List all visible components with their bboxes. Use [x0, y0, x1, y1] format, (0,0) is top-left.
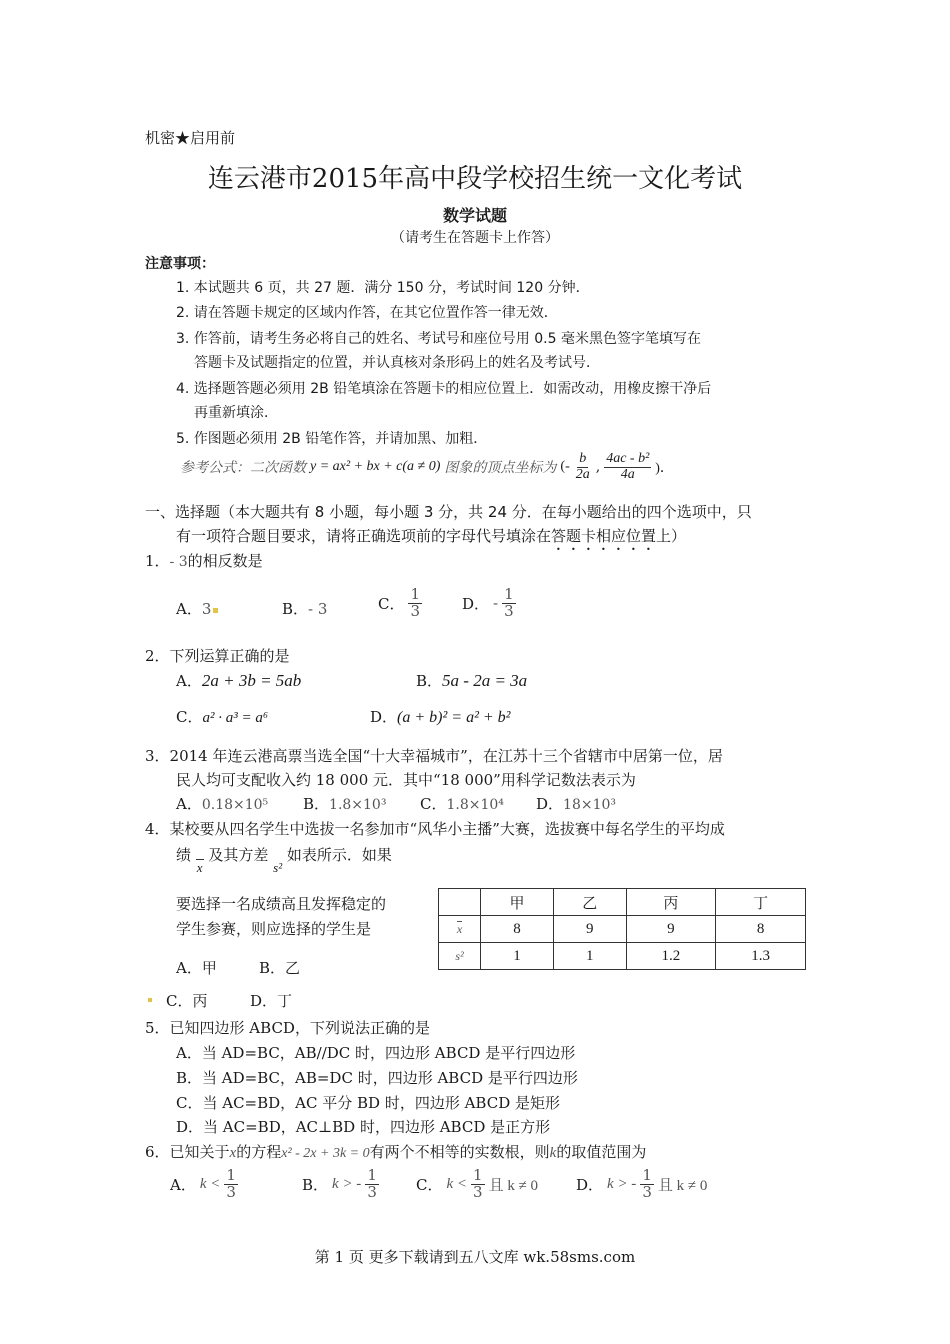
option-letter: C．	[420, 795, 447, 813]
option-letter: B．	[282, 600, 309, 618]
answer-note: （请考生在答题卡上作答）	[391, 230, 559, 246]
notice-item-5: 5. 作图题必须用 2B 铅笔作答，并请加黑、加粗．	[176, 431, 488, 447]
option-value: - 3	[308, 600, 328, 618]
q3-option-c	[420, 793, 504, 814]
q6-option-c	[416, 1168, 538, 1201]
q4-line2	[176, 844, 392, 875]
q6-stem	[145, 1141, 646, 1162]
fraction-denominator: 3	[504, 601, 514, 620]
fraction-denominator: 3	[226, 1182, 236, 1201]
table-row	[439, 916, 806, 943]
option-value: 18×10³	[563, 797, 617, 813]
q3-line1: 3．2014 年连云港高票当选全国“十大幸福城市”，在江苏十三个省辖市中居第一位，居	[145, 747, 723, 765]
q1-stem	[145, 550, 263, 571]
option-letter: C．	[416, 1175, 443, 1194]
q2-option-b	[416, 670, 527, 691]
reference-formula	[180, 452, 674, 482]
q4-option-d: D．丁	[250, 992, 293, 1010]
option-value: 0.18×10⁵	[201, 797, 269, 813]
q2-stem: 2．下列运算正确的是	[145, 647, 290, 665]
formula-middle: 图象的顶点坐标为	[444, 460, 557, 477]
subject-title: 数学试题	[442, 206, 507, 225]
q2-option-d	[370, 706, 510, 727]
table-cell: 1	[553, 943, 626, 970]
section1-line2-a: 有一项符合题目要求，请将正确选项前的字母代号填涂在	[176, 527, 552, 545]
q6-b-fraction	[365, 1168, 379, 1201]
option-letter: A．	[176, 795, 202, 813]
q6-a-fraction	[224, 1168, 238, 1201]
q6-stem-b: 的方程	[236, 1143, 282, 1161]
fraction-denominator: 3	[410, 601, 421, 620]
q6-stem-c: 有两个不相等的实数根，则	[369, 1143, 550, 1161]
option-letter: B．	[302, 1175, 329, 1194]
q1-number: 1．	[145, 552, 170, 570]
q6-k: k	[549, 1145, 557, 1161]
q1-text: 的相反数是	[187, 552, 263, 570]
notice-item-4-cont: 再重新填涂．	[194, 405, 278, 421]
option-expr: k <	[446, 1175, 468, 1192]
q5-option-a: A．当 AD=BC，AB//DC 时，四边形 ABCD 是平行四边形	[176, 1044, 576, 1062]
option-value: 1.8×10³	[329, 797, 387, 813]
q6-equation: x² - 2x + 3k = 0	[281, 1146, 370, 1161]
table-row	[439, 889, 806, 916]
q4-option-a: A．甲	[176, 959, 217, 977]
q1-c-fraction	[408, 587, 422, 620]
table-header-cell: 乙	[553, 889, 626, 916]
option-letter: A．	[176, 600, 202, 618]
q6-option-b	[302, 1168, 379, 1201]
notice-item-1: 1. 本试题共 6 页，共 27 题．满分 150 分，考试时间 120 分钟．	[176, 280, 590, 296]
option-letter: A．	[170, 1175, 196, 1194]
table-cell: 8	[481, 916, 554, 943]
q2-option-c	[176, 706, 268, 727]
option-letter: D．	[536, 795, 564, 813]
option-expr: k > -	[332, 1175, 362, 1192]
option-letter: C．	[378, 594, 405, 613]
fraction-denominator: 3	[473, 1182, 483, 1201]
q1-option-c	[378, 587, 422, 620]
formula-open: (-	[560, 459, 570, 475]
q4-option-b: B．乙	[259, 959, 301, 977]
option-letter: B．	[416, 672, 443, 690]
notice-item-2: 2. 请在答题卡规定的区域内作答，在其它位置作答一律无效．	[176, 305, 558, 321]
score-table	[438, 888, 806, 970]
option-value: 2a + 3b = 5ab	[201, 671, 302, 690]
formula-close: )．	[655, 461, 674, 477]
option-value: (a + b)² = a² + b²	[397, 709, 511, 726]
section1-line1: 一、选择题（本大题共有 8 小题，每小题 3 分，共 24 分．在每小题给出的四个选项中，只	[145, 503, 752, 521]
option-value: 5a - 2a = 3a	[442, 671, 528, 690]
table-header-cell: 甲	[481, 889, 554, 916]
option-value: 3	[201, 600, 212, 618]
table-header-cell: 丙	[626, 889, 716, 916]
fraction-numerator: 1	[642, 1166, 652, 1184]
notice-item-3: 3. 作答前，请考生务必将自己的姓名、考试号和座位号用 0.5 毫米黑色签字笔填写在	[176, 331, 701, 347]
page-footer: 第 1 页 更多下载请到五八文库 wk.58sms.com	[314, 1248, 636, 1266]
table-cell: 9	[553, 916, 626, 943]
table-cell: 1.2	[626, 943, 716, 970]
table-cell: 1.3	[716, 943, 806, 970]
option-value: a² · a³ = a⁶	[202, 710, 269, 726]
q6-option-d	[576, 1168, 707, 1201]
fraction-numerator: b	[579, 451, 587, 466]
table-row-label	[439, 916, 481, 943]
q4-line2-c: 如表所示．如果	[286, 846, 392, 864]
highlight-mark	[148, 998, 152, 1002]
table-header-cell: 丁	[716, 889, 806, 916]
formula-fraction-2	[604, 452, 651, 482]
q5-option-c: C．当 AC=BD，AC 平分 BD 时，四边形 ABCD 是矩形	[176, 1094, 561, 1112]
table-cell: 8	[716, 916, 806, 943]
option-sign: -	[493, 594, 499, 613]
q6-d-fraction	[640, 1168, 654, 1201]
formula-fraction-1	[574, 452, 592, 482]
option-letter: D．	[576, 1175, 604, 1194]
option-letter: B．	[303, 795, 330, 813]
q5-option-b: B．当 AD=BC，AB=DC 时，四边形 ABCD 是平行四边形	[176, 1069, 578, 1087]
q1-math: - 3	[169, 554, 188, 570]
table-row	[439, 943, 806, 970]
q4-line4: 学生参赛，则应选择的学生是	[176, 920, 372, 938]
highlight-mark	[213, 608, 218, 613]
option-value: 1.8×10⁴	[446, 797, 504, 813]
q4-xbar: x	[196, 860, 203, 875]
section1-line2-c: 上）	[656, 527, 687, 545]
q3-option-d	[536, 793, 616, 814]
fraction-numerator: 4ac - b²	[606, 451, 650, 466]
formula-function: y = ax² + bx + c(a ≠ 0)	[310, 459, 441, 475]
q2-option-a	[176, 670, 301, 691]
q1-option-a	[176, 598, 218, 619]
fraction-numerator: 1	[473, 1166, 483, 1184]
xbar-symbol: x	[456, 921, 463, 936]
fraction-numerator: 1	[367, 1166, 377, 1184]
option-letter: D．	[462, 594, 490, 613]
q3-option-b	[303, 793, 386, 814]
option-expr: k > -	[607, 1175, 637, 1192]
q5-stem: 5．已知四边形 ABCD，下列说法正确的是	[145, 1019, 430, 1037]
table-cell: 1	[481, 943, 554, 970]
exam-title: 连云港市2015年高中段学校招生统一文化考试	[207, 164, 743, 194]
option-letter: C．	[176, 708, 203, 726]
q4-line2-b: 及其方差	[208, 846, 269, 864]
q1-option-b	[282, 598, 327, 619]
notice-heading: 注意事项：	[145, 256, 215, 272]
fraction-numerator: 1	[410, 585, 421, 603]
q6-stem-a: 6．已知关于	[145, 1143, 230, 1161]
fraction-denominator: 4a	[620, 466, 635, 482]
table-cell: 9	[626, 916, 716, 943]
option-condition: 且 k ≠ 0	[657, 1177, 708, 1194]
notice-item-3-cont: 答题卡及试题指定的位置，并认真核对条形码上的姓名及考试号．	[194, 355, 600, 371]
section1-line2-emphasis: 答题卡相应位置	[551, 527, 657, 545]
notice-item-4: 4. 选择题答题必须用 2B 铅笔填涂在答题卡的相应位置上．如需改动，用橡皮擦干净后	[176, 381, 712, 397]
option-condition: 且 k ≠ 0	[488, 1177, 539, 1194]
option-expr: k <	[199, 1175, 221, 1192]
q6-option-a	[170, 1168, 238, 1201]
q3-line2: 民人均可支配收入约 18 000 元．其中“18 000”用科学记数法表示为	[176, 771, 636, 789]
q1-option-d	[462, 587, 516, 620]
option-letter: D．	[370, 708, 398, 726]
fraction-denominator: 2a	[575, 466, 590, 482]
fraction-numerator: 1	[226, 1166, 236, 1184]
q1-d-fraction	[502, 587, 516, 620]
fraction-numerator: 1	[504, 585, 514, 603]
table-row-label: s²	[439, 943, 481, 970]
q6-stem-d: 的取值范围为	[556, 1143, 647, 1161]
fraction-denominator: 3	[642, 1182, 652, 1201]
fraction-denominator: 3	[367, 1182, 377, 1201]
formula-prefix: 参考公式：二次函数	[180, 460, 306, 477]
q6-var: x	[229, 1145, 237, 1161]
q6-c-fraction	[471, 1168, 485, 1201]
option-letter: A．	[176, 672, 202, 690]
q4-line1: 4．某校要从四名学生中选拔一名参加市“风华小主播”大赛，选拔赛中每名学生的平均成	[145, 820, 725, 838]
q4-s2: s²	[273, 860, 283, 875]
formula-comma: ,	[595, 459, 601, 476]
q3-option-a	[176, 793, 268, 814]
secret-label: 机密★启用前	[145, 129, 236, 147]
q4-line3: 要选择一名成绩高且发挥稳定的	[176, 895, 387, 913]
q4-option-c: C．丙	[166, 992, 208, 1010]
table-header-cell	[439, 889, 481, 916]
q4-line2-a: 绩	[176, 846, 192, 864]
q5-option-d: D．当 AC=BD，AC⊥BD 时，四边形 ABCD 是正方形	[176, 1118, 551, 1136]
